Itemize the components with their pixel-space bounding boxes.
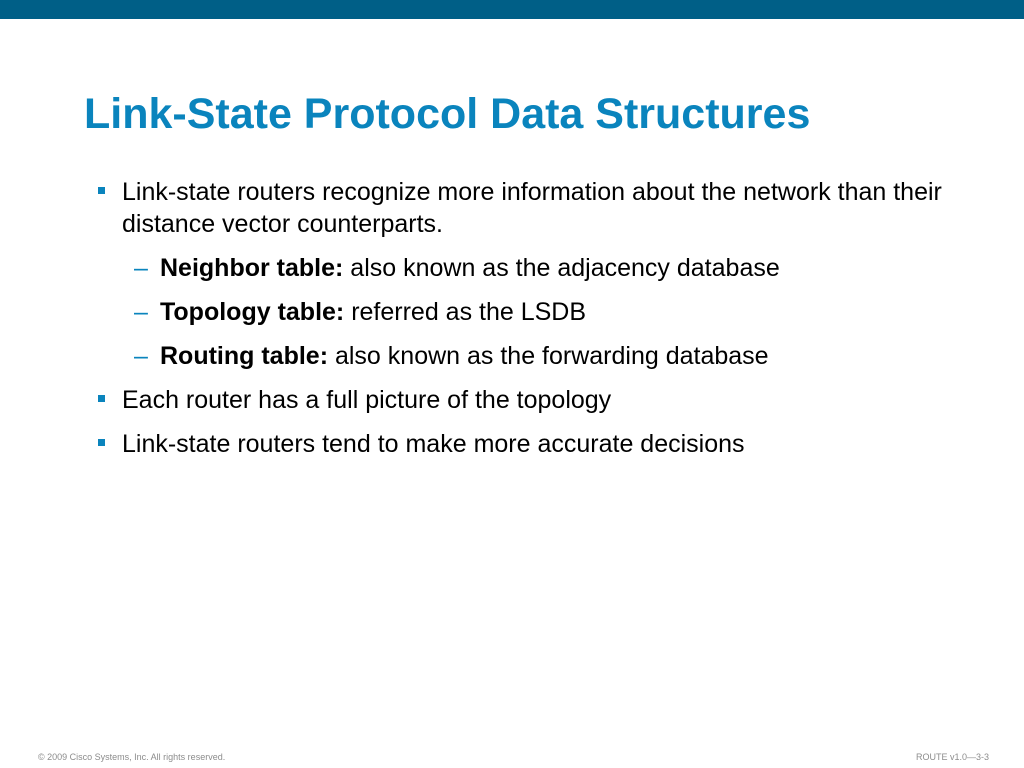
square-bullet-icon [98,439,105,446]
bullet-item [98,384,958,416]
dash-icon: – [134,298,148,326]
bullet-text: Each router has a full picture of the topology [122,386,612,414]
slide-title: Link-State Protocol Data Structures [84,90,811,138]
top-bar [0,0,1024,19]
sub-bullet-label: Neighbor table: [160,254,344,282]
dash-icon: – [134,254,148,282]
bullet-item [98,176,958,240]
dash-icon: – [134,342,148,370]
sub-bullet-item [98,340,958,372]
footer-copyright: © 2009 Cisco Systems, Inc. All rights reserved. [38,752,226,762]
sub-bullet-text: referred as the LSDB [344,298,587,326]
slide-content [98,176,958,472]
sub-bullet-text: also known as the forwarding database [328,342,769,370]
sub-bullet-label: Routing table: [160,342,329,370]
bullet-text: Link-state routers tend to make more accurate decisions [122,430,745,458]
sub-bullet-item [98,296,958,328]
sub-bullet-text: also known as the adjacency database [343,254,780,282]
sub-bullet-label: Topology table: [160,298,345,326]
square-bullet-icon [98,187,105,194]
bullet-item [98,428,958,460]
bullet-text: Link-state routers recognize more information about the network than their distance vector counterparts. [122,178,942,238]
sub-bullet-item [98,252,958,284]
square-bullet-icon [98,395,105,402]
footer-slide-id: ROUTE v1.0—3-3 [915,752,989,762]
